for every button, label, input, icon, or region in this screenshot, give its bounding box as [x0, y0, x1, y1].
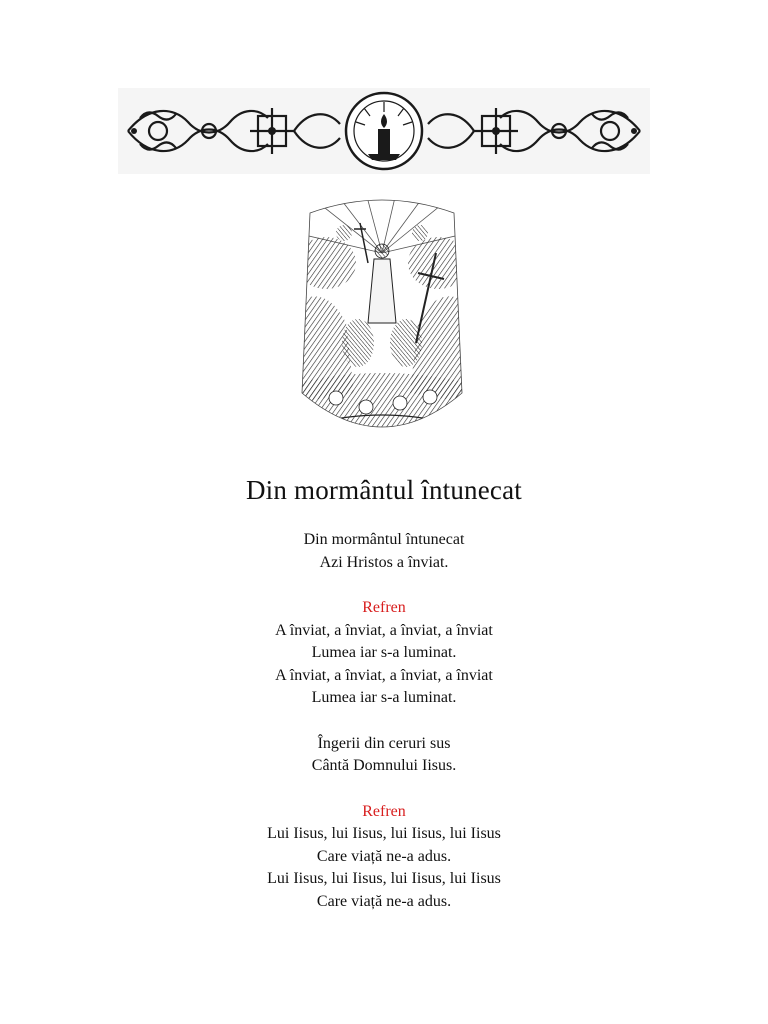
lyric-line: Azi Hristos a înviat. [319, 553, 449, 571]
hymn-title: Din mormântul întunecat [245, 475, 523, 505]
lyric-line: Lui Iisus, lui Iisus, lui Iisus, lui Iisus [267, 825, 501, 842]
refrain-label: Refren [362, 802, 406, 820]
resurrection-illustration [296, 193, 468, 451]
refrain-label: Refren [362, 599, 406, 616]
lyrics-body [0, 529, 768, 936]
refrain [0, 801, 768, 914]
lyric-line: Lumea iar s-a luminat. [311, 689, 457, 706]
lyric-line: Din mormântul întunecat [303, 531, 465, 548]
lyric-line: Care viață ne-a adus. [316, 847, 452, 865]
lyric-line: A înviat, a înviat, a înviat, a înviat [275, 621, 493, 639]
lyric-line: Lumea iar s-a luminat. [311, 644, 457, 661]
lyric-line: A înviat, a înviat, a înviat, a înviat [275, 666, 493, 684]
lyric-line: Care viață ne-a adus. [316, 892, 452, 910]
lyric-line: Îngerii din ceruri sus [317, 734, 451, 752]
lyric-line: Lui Iisus, lui Iisus, lui Iisus, lui Iisus [267, 870, 501, 887]
stanza [0, 529, 768, 574]
refrain [0, 597, 768, 710]
stanza [0, 733, 768, 778]
header-ornament [118, 88, 650, 174]
lyric-line: Cântă Domnului Iisus. [311, 757, 457, 774]
